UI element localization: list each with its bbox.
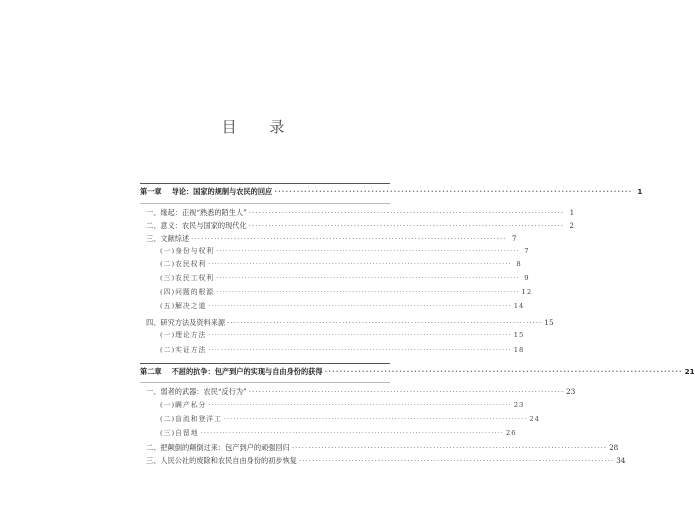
leader-dots: ································································································ bbox=[208, 260, 512, 268]
page-number: 23 bbox=[566, 387, 576, 396]
chapter-label: 第一章 bbox=[140, 187, 162, 196]
entry-text: (二)实证方法 bbox=[160, 346, 207, 354]
leader-dots: ································································································ bbox=[216, 288, 520, 296]
page-number: 1 bbox=[637, 187, 643, 196]
page-number: 28 bbox=[609, 443, 619, 452]
page-number: 26 bbox=[505, 429, 517, 437]
leader-dots: ································································································ bbox=[223, 415, 528, 423]
chapter-rule bbox=[140, 363, 390, 364]
leader-dots: ································································································ bbox=[248, 387, 565, 396]
chapter-rule bbox=[140, 203, 390, 204]
entry-text: 一、缘起：正视“熟悉的陌生人” bbox=[146, 208, 247, 217]
toc-entry[interactable] bbox=[146, 234, 517, 243]
chapter-entry[interactable] bbox=[140, 367, 695, 376]
page-number: 2 bbox=[569, 221, 574, 230]
leader-dots: ································································································ bbox=[248, 208, 565, 217]
toc-subentry[interactable] bbox=[160, 401, 525, 410]
page-number: 1 bbox=[569, 208, 575, 217]
page-number: 34 bbox=[616, 456, 626, 465]
toc-entry[interactable] bbox=[146, 387, 576, 396]
page-number: 7 bbox=[511, 234, 517, 243]
entry-text: (五)解决之道 bbox=[160, 302, 207, 310]
entry-text: 三、人民公社的废除和农民自由身份的初步恢复 bbox=[146, 456, 297, 465]
entry-text: (二)盲流和登洋工 bbox=[160, 415, 222, 423]
leader-dots: ································································································ bbox=[200, 429, 504, 437]
leader-dots: ································································································ bbox=[291, 443, 608, 452]
page-number: 8 bbox=[516, 260, 522, 268]
toc-subentry[interactable] bbox=[160, 302, 525, 311]
leader-dots: ································································································ bbox=[208, 401, 512, 409]
leader-dots: ································································································ bbox=[191, 234, 507, 243]
entry-text: (一)瞒产私分 bbox=[160, 401, 207, 409]
toc-subentry[interactable] bbox=[160, 288, 533, 297]
page-number: 15 bbox=[513, 331, 525, 339]
entry-text: (二)农民权利 bbox=[160, 260, 207, 268]
toc-subentry[interactable] bbox=[160, 415, 540, 424]
toc-subentry[interactable] bbox=[160, 247, 530, 256]
page-number: 15 bbox=[544, 318, 554, 327]
chapter-entry[interactable] bbox=[140, 187, 643, 196]
chapter-rule bbox=[140, 183, 390, 184]
entry-text: (一)理论方法 bbox=[160, 331, 207, 339]
toc-entry[interactable] bbox=[146, 443, 619, 452]
page-number: 7 bbox=[524, 247, 530, 255]
toc-subentry[interactable] bbox=[160, 429, 517, 438]
page-number: 9 bbox=[524, 274, 530, 282]
leader-dots: ································································································ bbox=[208, 346, 512, 354]
chapter-label: 第二章 bbox=[140, 367, 162, 376]
leader-dots: ································································································ bbox=[208, 302, 512, 310]
toc-subentry[interactable] bbox=[160, 260, 522, 269]
toc-subentry[interactable] bbox=[160, 331, 525, 340]
leader-dots: ································································································ bbox=[298, 456, 615, 465]
toc-entry[interactable] bbox=[146, 318, 554, 327]
page-number: 14 bbox=[513, 302, 525, 310]
page-number: 18 bbox=[513, 346, 525, 354]
page-number: 21 bbox=[684, 367, 695, 376]
chapter-title: 不屈的抗争：包产到户的实现与自由身份的获得 bbox=[171, 367, 323, 376]
page-number: 23 bbox=[513, 401, 525, 409]
entry-text: (四)问题的根源 bbox=[160, 288, 215, 296]
entry-text: (三)自留地 bbox=[160, 429, 199, 437]
entry-text: 一、弱者的武器：农民“反行为” bbox=[146, 387, 247, 396]
entry-text: 三、文献综述 bbox=[146, 234, 190, 243]
leader-dots: ································································································ bbox=[274, 187, 633, 196]
toc-entry[interactable] bbox=[146, 208, 575, 217]
toc-entry[interactable] bbox=[146, 221, 574, 230]
toc-subentry[interactable] bbox=[160, 274, 530, 283]
page-number: 12 bbox=[521, 288, 533, 296]
leader-dots: ································································································ bbox=[227, 318, 543, 327]
page-number: 24 bbox=[529, 415, 540, 423]
leader-dots: ································································································ bbox=[248, 221, 564, 230]
entry-text: (一)身份与权利 bbox=[160, 247, 215, 255]
page-title: 目 录 bbox=[221, 118, 299, 136]
entry-text: 四、研究方法及资料来源 bbox=[146, 318, 226, 327]
entry-text: 二、把颠倒的颠倒过来：包产到户的顽强回归 bbox=[146, 443, 290, 452]
chapter-title: 导论：国家的规制与农民的回应 bbox=[171, 187, 273, 196]
leader-dots: ································································································ bbox=[216, 247, 520, 255]
leader-dots: ································································································ bbox=[324, 367, 683, 376]
leader-dots: ································································································ bbox=[216, 274, 520, 282]
entry-text: 二、意义：农民与国家的现代化 bbox=[146, 221, 247, 230]
toc-subentry[interactable] bbox=[160, 346, 525, 355]
toc-entry[interactable] bbox=[146, 456, 626, 465]
leader-dots: ································································································ bbox=[208, 331, 512, 339]
entry-text: (三)农民工权利 bbox=[160, 274, 215, 282]
chapter-rule bbox=[140, 382, 390, 383]
